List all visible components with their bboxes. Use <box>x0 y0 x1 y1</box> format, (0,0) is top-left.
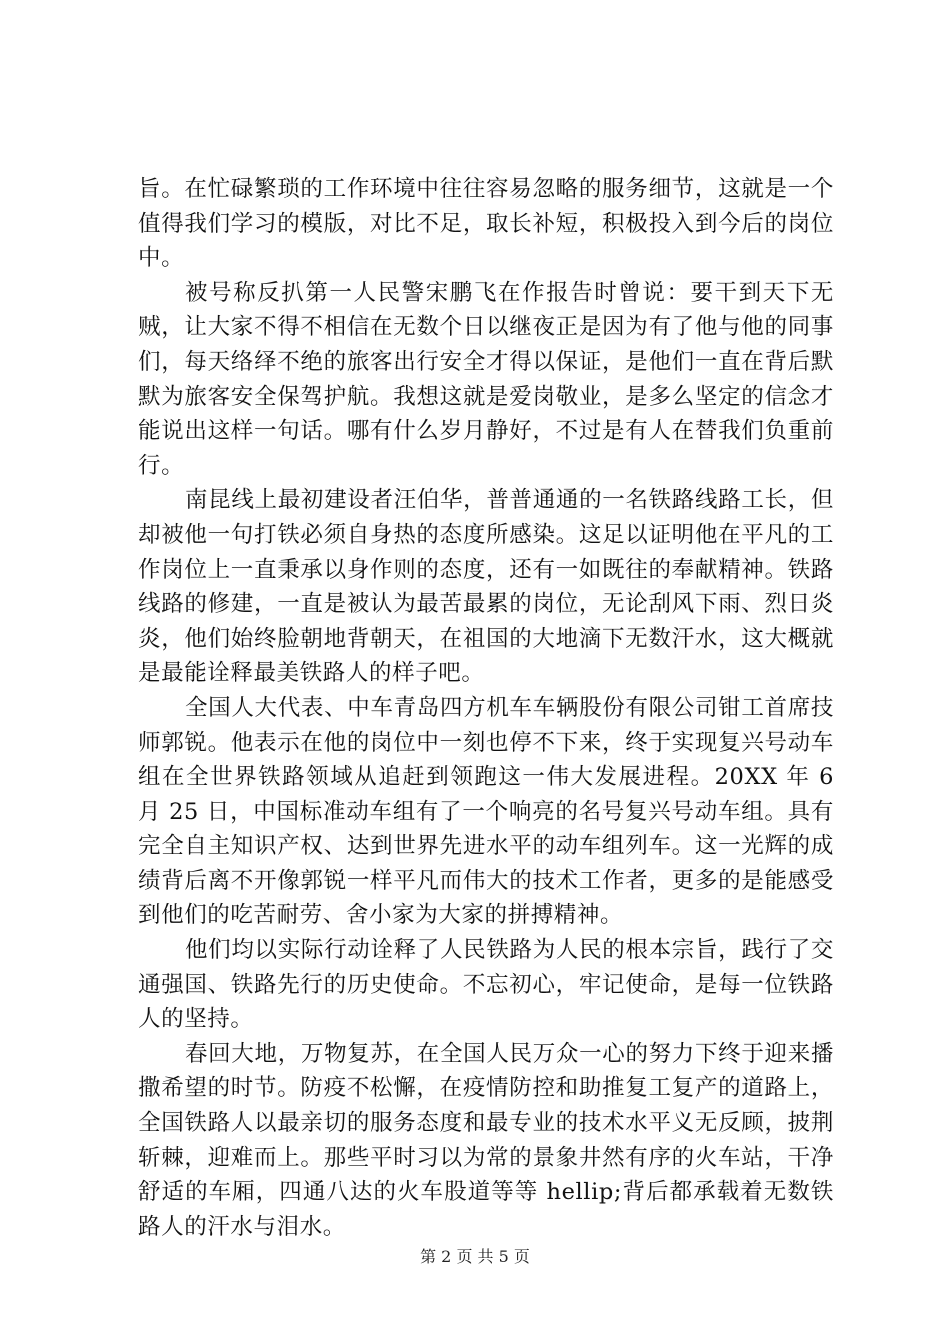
paragraph: 被号称反扒第一人民警宋鹏飞在作报告时曾说：要干到天下无贼，让大家不得不相信在无数个日以继夜正是因为有了他与他的同事们，每天络绎不绝的旅客出行安全才得以保证，是他们一直在背后默默为旅客安全保驾护航。我想这就是爱岗敬业，是多么坚定的信念才能说出这样一句话。哪有什么岁月静好，不过是有人在替我们负重前行。 <box>138 279 834 479</box>
paragraph: 春回大地，万物复苏，在全国人民万众一心的努力下终于迎来播撒希望的时节。防疫不松懈，在疫情防控和助推复工复产的道路上，全国铁路人以最亲切的服务态度和最专业的技术水平义无反顾，披荆斩棘，迎难而上。那些平时习以为常的景象井然有序的火车站，干净舒适的车厢，四通八达的火车股道等等 hellip;背后都承载着无数铁路人的汗水与泪水。 <box>138 1040 834 1240</box>
paragraph: 全国人大代表、中车青岛四方机车车辆股份有限公司钳工首席技师郭锐。他表示在他的岗位中一刻也停不下来，终于实现复兴号动车组在全世界铁路领域从追赶到领跑这一伟大发展进程。20XX 年 6 月 25 日，中国标准动车组有了一个响亮的名号复兴号动车组。具有完全自主知识产权、达到世界先进水平的动车组列车。这一光辉的成绩背后离不开像郭锐一样平凡而伟大的技术工作者，更多的是能感受到他们的吃苦耐劳、舍小家为大家的拼搏精神。 <box>138 694 834 929</box>
paragraph: 旨。在忙碌繁琐的工作环境中往往容易忽略的服务细节，这就是一个值得我们学习的模版，对比不足，取长补短，积极投入到今后的岗位中。 <box>138 176 834 272</box>
page-footer: 第 2 页 共 5 页 <box>420 1247 530 1266</box>
paragraph: 南昆线上最初建设者汪伯华，普普通通的一名铁路线路工长，但却被他一句打铁必须自身热的态度所感染。这足以证明他在平凡的工作岗位上一直秉承以身作则的态度，还有一如既往的奉献精神。铁路线路的修建，一直是被认为最苦最累的岗位，无论刮风下雨、烈日炎炎，他们始终脸朝地背朝天，在祖国的大地滴下无数汗水，这大概就是最能诠释最美铁路人的样子吧。 <box>138 487 834 687</box>
paragraph: 他们均以实际行动诠释了人民铁路为人民的根本宗旨，践行了交通强国、铁路先行的历史使命。不忘初心，牢记使命，是每一位铁路人的坚持。 <box>138 937 834 1033</box>
document-body <box>138 172 834 1244</box>
